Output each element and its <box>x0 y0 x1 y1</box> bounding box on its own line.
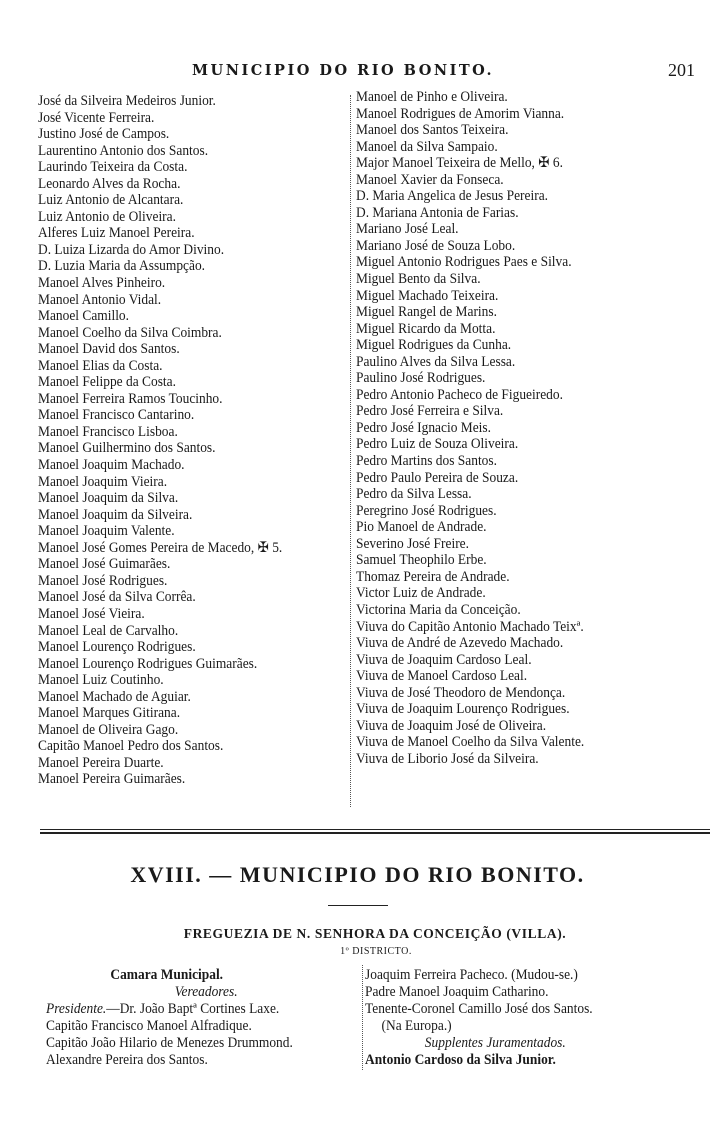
name-entry: Viuva de Joaquim José de Oliveira. <box>356 717 547 734</box>
name-entry: Manoel Francisco Cantarino. <box>38 407 195 424</box>
name-entry: D. Luzia Maria da Assumpção. <box>38 258 206 275</box>
president-label: Presidente. <box>46 1001 107 1017</box>
name-entry: Viuva de Joaquim Lourenço Rodrigues. <box>356 701 570 718</box>
member: Joaquim Ferreira Pacheco. (Mudou-se.) <box>365 967 578 983</box>
name-entry: Manoel de Oliveira Gago. <box>38 721 179 738</box>
name-entry: Manoel Guilhermino dos Santos. <box>38 440 216 457</box>
name-entry: Manoel Lourenço Rodrigues Guimarães. <box>38 655 258 672</box>
name-entry: Manoel Camillo. <box>38 308 129 325</box>
name-entry: Manoel Joaquim Machado. <box>38 457 185 474</box>
name-entry: José da Silveira Medeiros Junior. <box>38 93 216 109</box>
member: Alexandre Pereira dos Santos. <box>46 1052 208 1068</box>
camara-right <box>365 967 593 1069</box>
running-title: MUNICIPIO DO RIO BONITO. <box>192 62 494 79</box>
name-entry: Mariano José de Souza Lobo. <box>356 237 516 254</box>
page-header <box>0 62 715 84</box>
name-entry: Manoel Felippe da Costa. <box>38 374 176 391</box>
name-entry: Manoel Luiz Coutinho. <box>38 672 164 689</box>
name-entry: Manoel Joaquim Vieira. <box>38 473 168 490</box>
name-entry: Pio Manoel de Andrade. <box>356 519 487 536</box>
name-entry: Manoel Xavier da Fonseca. <box>356 171 504 188</box>
page-number: 201 <box>668 60 695 80</box>
name-entry: Manoel Lourenço Rodrigues. <box>38 639 196 656</box>
name-entry: Manoel Elias da Costa. <box>38 357 163 374</box>
name-entry: Victorina Maria da Conceição. <box>356 601 521 618</box>
name-entry: Manoel Coelho da Silva Coimbra. <box>38 324 222 341</box>
name-entry: José Vicente Ferreira. <box>38 109 155 126</box>
member: Capitão João Hilario de Menezes Drummond. <box>46 1035 293 1051</box>
name-entry: Laurindo Teixeira da Costa. <box>38 159 188 176</box>
name-entry: Paulino Alves da Silva Lessa. <box>356 353 516 370</box>
name-entry: Manoel José Guimarães. <box>38 556 171 573</box>
name-entry: Manoel Antonio Vidal. <box>38 291 162 308</box>
name-entry: Miguel Bento da Silva. <box>356 271 481 288</box>
vereadores-heading: Vereadores. <box>174 984 238 1000</box>
president-name: —Dr. João Baptª Cortines Laxe. <box>106 1001 280 1017</box>
parish-heading: FREGUEZIA DE N. SENHORA DA CONCEIÇÃO (VILLA). <box>183 926 567 941</box>
president-line <box>46 1001 359 1018</box>
left-name-column <box>38 93 282 788</box>
name-entry: Laurentino Antonio dos Santos. <box>38 142 209 159</box>
name-entry: Miguel Rangel de Marins. <box>356 304 497 321</box>
member-note: (Na Europa.) <box>381 1018 452 1034</box>
supplente: Antonio Cardoso da Silva Junior. <box>365 1052 556 1068</box>
name-entry: Pedro Martins dos Santos. <box>356 453 497 470</box>
right-name-column <box>356 89 584 767</box>
name-entry: Miguel Antonio Rodrigues Paes e Silva. <box>356 254 572 271</box>
name-entry: Miguel Ricardo da Motta. <box>356 320 496 337</box>
name-entry: Manoel José Vieira. <box>38 605 145 622</box>
name-entry: Miguel Rodrigues da Cunha. <box>356 337 512 354</box>
column-divider <box>350 95 351 807</box>
name-entry: Viuva de Manoel Coelho da Silva Valente. <box>356 734 585 751</box>
name-entry: Viuva de Liborio José da Silveira. <box>356 750 539 767</box>
name-entry: Manoel Leal de Carvalho. <box>38 622 179 639</box>
district-heading: 1º DISTRICTO. <box>340 946 412 957</box>
name-entry: Manoel José Rodrigues. <box>38 572 168 589</box>
name-entry: Peregrino José Rodrigues. <box>356 502 497 519</box>
name-entry: Manoel Pereira Duarte. <box>38 754 164 771</box>
camara-heading: Camara Municipal. <box>110 967 224 983</box>
name-entry: Manoel da Silva Sampaio. <box>356 138 498 155</box>
title-underline <box>328 905 388 906</box>
name-entry: Manoel de Pinho e Oliveira. <box>356 89 508 105</box>
name-entry: Manoel dos Santos Teixeira. <box>356 122 509 139</box>
name-entry: Miguel Machado Teixeira. <box>356 287 499 304</box>
name-entry: Pedro Antonio Pacheco de Figueiredo. <box>356 386 563 403</box>
name-entry: Pedro José Ferreira e Silva. <box>356 403 504 420</box>
name-entry: Capitão Manoel Pedro dos Santos. <box>38 738 224 755</box>
name-entry: Leonardo Alves da Rocha. <box>38 175 181 192</box>
name-entry: Luiz Antonio de Alcantara. <box>38 192 184 209</box>
section-rule-bottom <box>40 832 710 834</box>
name-entry: Alferes Luiz Manoel Pereira. <box>38 225 195 242</box>
camara-left <box>46 967 359 1069</box>
member: Capitão Francisco Manoel Alfradique. <box>46 1018 252 1034</box>
name-entry: Samuel Theophilo Erbe. <box>356 552 487 569</box>
section-rule-top <box>40 829 710 830</box>
camara-divider <box>362 965 363 1070</box>
name-entry: Viuva de André de Azevedo Machado. <box>356 635 564 652</box>
name-entry: Pedro Luiz de Souza Oliveira. <box>356 436 519 453</box>
name-entry: Thomaz Pereira de Andrade. <box>356 568 510 585</box>
member: Tenente-Coronel Camillo José dos Santos. <box>365 1001 593 1017</box>
name-entry: Manoel Francisco Lisboa. <box>38 423 178 440</box>
name-entry: Luiz Antonio de Oliveira. <box>38 208 176 225</box>
member: Padre Manoel Joaquim Catharino. <box>365 984 549 1000</box>
section-title: XVIII. — MUNICIPIO DO RIO BONITO. <box>130 862 585 887</box>
name-entry: Justino José de Campos. <box>38 126 170 143</box>
name-entry: Manoel Alves Pinheiro. <box>38 275 166 292</box>
name-entry: Viuva de Joaquim Cardoso Leal. <box>356 651 532 668</box>
name-entry: Manoel Joaquim da Silveira. <box>38 506 193 523</box>
supplentes-heading: Supplentes Juramentados. <box>424 1035 566 1051</box>
name-entry: Viuva de José Theodoro de Mendonça. <box>356 684 566 701</box>
name-entry: Manoel Machado de Aguiar. <box>38 688 191 705</box>
name-entry: Manoel Rodrigues de Amorim Vianna. <box>356 105 565 122</box>
name-entry: Pedro da Silva Lessa. <box>356 486 472 503</box>
name-entry: Manoel Marques Gitirana. <box>38 705 181 722</box>
name-entry: Viuva de Manoel Cardoso Leal. <box>356 668 528 685</box>
name-entry: Paulino José Rodrigues. <box>356 370 486 387</box>
name-entry: Manoel Joaquim da Silva. <box>38 490 179 507</box>
name-entry: D. Maria Angelica de Jesus Pereira. <box>356 188 549 205</box>
name-entry: Major Manoel Teixeira de Mello, ✠ 6. <box>356 155 563 172</box>
name-entry: Manoel David dos Santos. <box>38 341 180 358</box>
name-entry: Mariano José Leal. <box>356 221 459 238</box>
name-entry: Manoel Ferreira Ramos Toucinho. <box>38 390 223 407</box>
name-entry: Viuva do Capitão Antonio Machado Teixª. <box>356 618 584 635</box>
name-entry: D. Luiza Lizarda do Amor Divino. <box>38 241 225 258</box>
name-entry: Manoel Pereira Guimarães. <box>38 771 186 788</box>
name-entry: Manoel José da Silva Corrêa. <box>38 589 196 606</box>
name-entry: Pedro Paulo Pereira de Souza. <box>356 469 519 486</box>
name-entry: Victor Luiz de Andrade. <box>356 585 486 602</box>
name-entry: Pedro José Ignacio Meis. <box>356 419 491 436</box>
name-entry: D. Mariana Antonia de Farias. <box>356 204 519 221</box>
name-entry: Manoel Joaquim Valente. <box>38 523 175 540</box>
name-entry: Severino José Freire. <box>356 535 469 552</box>
name-entry: Manoel José Gomes Pereira de Macedo, ✠ 5. <box>38 539 283 556</box>
